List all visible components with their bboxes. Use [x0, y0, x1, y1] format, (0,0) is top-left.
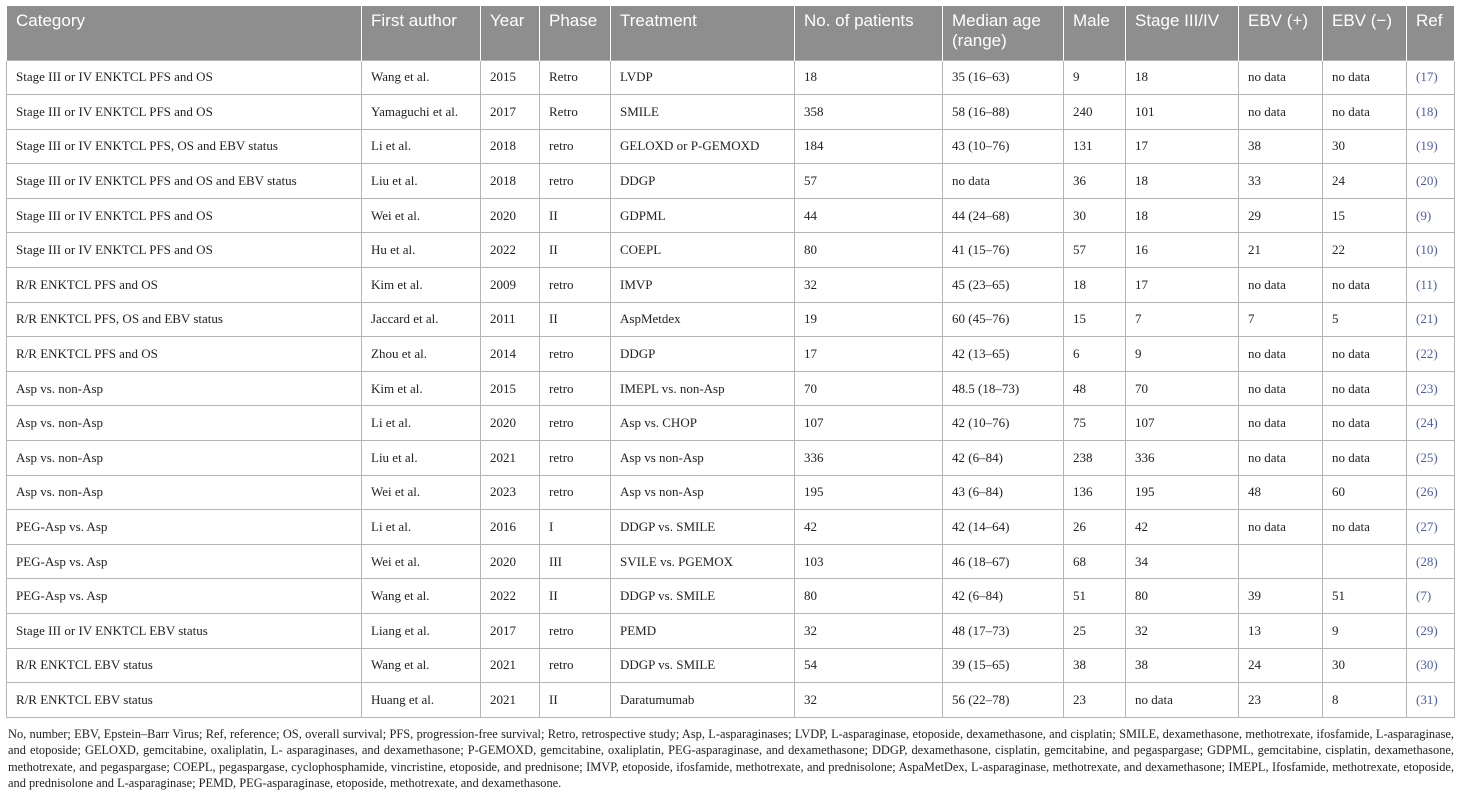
cell-stage: 195	[1126, 475, 1239, 510]
cell-patients: 18	[795, 60, 943, 95]
cell-stage: no data	[1126, 683, 1239, 718]
cell-stage: 17	[1126, 129, 1239, 164]
cell-patients: 80	[795, 579, 943, 614]
header-category: Category	[7, 6, 362, 60]
cell-phase: retro	[540, 614, 611, 649]
cell-patients: 42	[795, 510, 943, 545]
cell-category: Asp vs. non-Asp	[7, 406, 362, 441]
cell-treatment: PEMD	[611, 614, 795, 649]
cell-year: 2021	[481, 648, 540, 683]
cell-year: 2018	[481, 129, 540, 164]
cell-ebv-negative: no data	[1323, 510, 1407, 545]
cell-ebv-negative: 60	[1323, 475, 1407, 510]
cell-phase: retro	[540, 337, 611, 372]
cell-category: R/R ENKTCL PFS and OS	[7, 337, 362, 372]
cell-treatment: COEPL	[611, 233, 795, 268]
cell-male: 18	[1064, 268, 1126, 303]
cell-ebv-negative	[1323, 544, 1407, 579]
cell-category: R/R ENKTCL EBV status	[7, 648, 362, 683]
cell-ebv-negative: 30	[1323, 648, 1407, 683]
cell-ebv-negative: no data	[1323, 337, 1407, 372]
cell-first-author: Li et al.	[362, 129, 481, 164]
cell-first-author: Yamaguchi et al.	[362, 95, 481, 130]
cell-male: 23	[1064, 683, 1126, 718]
cell-category: R/R ENKTCL EBV status	[7, 683, 362, 718]
cell-ebv-positive: 13	[1239, 614, 1323, 649]
cell-ebv-negative: 5	[1323, 302, 1407, 337]
table-row	[7, 268, 1455, 303]
cell-ref[interactable]: (26)	[1407, 475, 1455, 510]
cell-median-age: 35 (16–63)	[943, 60, 1064, 95]
header-median-age: Median age (range)	[943, 6, 1064, 60]
cell-ref[interactable]: (7)	[1407, 579, 1455, 614]
cell-first-author: Kim et al.	[362, 268, 481, 303]
cell-treatment: GDPML	[611, 198, 795, 233]
cell-year: 2022	[481, 233, 540, 268]
cell-ebv-positive: no data	[1239, 406, 1323, 441]
cell-ebv-positive: no data	[1239, 60, 1323, 95]
cell-stage: 336	[1126, 441, 1239, 476]
cell-stage: 18	[1126, 60, 1239, 95]
cell-ref[interactable]: (28)	[1407, 544, 1455, 579]
cell-ref[interactable]: (27)	[1407, 510, 1455, 545]
cell-patients: 44	[795, 198, 943, 233]
cell-median-age: 46 (18–67)	[943, 544, 1064, 579]
cell-first-author: Huang et al.	[362, 683, 481, 718]
cell-median-age: 42 (6–84)	[943, 579, 1064, 614]
cell-category: Stage III or IV ENKTCL EBV status	[7, 614, 362, 649]
table-row	[7, 198, 1455, 233]
header-male: Male	[1064, 6, 1126, 60]
cell-ebv-negative: 9	[1323, 614, 1407, 649]
cell-phase: retro	[540, 475, 611, 510]
header-ref: Ref	[1407, 6, 1455, 60]
cell-category: Asp vs. non-Asp	[7, 475, 362, 510]
cell-ref[interactable]: (18)	[1407, 95, 1455, 130]
cell-ref[interactable]: (10)	[1407, 233, 1455, 268]
cell-median-age: 48 (17–73)	[943, 614, 1064, 649]
cell-median-age: 42 (6–84)	[943, 441, 1064, 476]
cell-treatment: SVILE vs. PGEMOX	[611, 544, 795, 579]
cell-category: Asp vs. non-Asp	[7, 371, 362, 406]
cell-patients: 70	[795, 371, 943, 406]
table-row	[7, 648, 1455, 683]
document-page	[6, 6, 1454, 792]
cell-phase: retro	[540, 406, 611, 441]
cell-treatment: Daratumumab	[611, 683, 795, 718]
cell-ref[interactable]: (20)	[1407, 164, 1455, 199]
cell-phase: II	[540, 683, 611, 718]
cell-male: 57	[1064, 233, 1126, 268]
cell-first-author: Jaccard et al.	[362, 302, 481, 337]
cell-year: 2023	[481, 475, 540, 510]
cell-category: Asp vs. non-Asp	[7, 441, 362, 476]
cell-stage: 16	[1126, 233, 1239, 268]
cell-stage: 17	[1126, 268, 1239, 303]
cell-first-author: Li et al.	[362, 510, 481, 545]
cell-ebv-positive: 21	[1239, 233, 1323, 268]
cell-first-author: Kim et al.	[362, 371, 481, 406]
cell-patients: 195	[795, 475, 943, 510]
cell-ebv-negative: 51	[1323, 579, 1407, 614]
cell-ref[interactable]: (30)	[1407, 648, 1455, 683]
cell-stage: 18	[1126, 164, 1239, 199]
cell-year: 2017	[481, 95, 540, 130]
cell-first-author: Li et al.	[362, 406, 481, 441]
header-stage: Stage III/IV	[1126, 6, 1239, 60]
cell-male: 131	[1064, 129, 1126, 164]
cell-ebv-negative: 8	[1323, 683, 1407, 718]
cell-category: PEG-Asp vs. Asp	[7, 579, 362, 614]
cell-phase: II	[540, 302, 611, 337]
cell-stage: 38	[1126, 648, 1239, 683]
cell-male: 136	[1064, 475, 1126, 510]
cell-phase: III	[540, 544, 611, 579]
cell-stage: 34	[1126, 544, 1239, 579]
header-ebv-negative: EBV (−)	[1323, 6, 1407, 60]
cell-male: 38	[1064, 648, 1126, 683]
cell-ebv-positive: no data	[1239, 95, 1323, 130]
cell-category: PEG-Asp vs. Asp	[7, 544, 362, 579]
cell-treatment: DDGP vs. SMILE	[611, 648, 795, 683]
cell-ref[interactable]: (21)	[1407, 302, 1455, 337]
table-row	[7, 406, 1455, 441]
cell-ebv-positive: no data	[1239, 371, 1323, 406]
cell-ref[interactable]: (23)	[1407, 371, 1455, 406]
cell-year: 2016	[481, 510, 540, 545]
cell-patients: 107	[795, 406, 943, 441]
cell-category: Stage III or IV ENKTCL PFS and OS	[7, 233, 362, 268]
cell-treatment: IMVP	[611, 268, 795, 303]
cell-treatment: LVDP	[611, 60, 795, 95]
cell-median-age: 41 (15–76)	[943, 233, 1064, 268]
cell-ebv-negative: no data	[1323, 60, 1407, 95]
cell-median-age: 44 (24–68)	[943, 198, 1064, 233]
cell-patients: 184	[795, 129, 943, 164]
cell-ref[interactable]: (22)	[1407, 337, 1455, 372]
cell-ebv-negative: no data	[1323, 406, 1407, 441]
cell-stage: 101	[1126, 95, 1239, 130]
cell-patients: 32	[795, 614, 943, 649]
cell-year: 2020	[481, 198, 540, 233]
header-year: Year	[481, 6, 540, 60]
cell-first-author: Wei et al.	[362, 544, 481, 579]
cell-ebv-negative: 22	[1323, 233, 1407, 268]
cell-first-author: Wang et al.	[362, 648, 481, 683]
cell-phase: Retro	[540, 95, 611, 130]
cell-ebv-negative: 24	[1323, 164, 1407, 199]
cell-ref[interactable]: (31)	[1407, 683, 1455, 718]
cell-year: 2020	[481, 406, 540, 441]
cell-patients: 336	[795, 441, 943, 476]
cell-first-author: Hu et al.	[362, 233, 481, 268]
cell-ebv-negative: 15	[1323, 198, 1407, 233]
cell-male: 240	[1064, 95, 1126, 130]
cell-treatment: Asp vs. CHOP	[611, 406, 795, 441]
cell-ebv-positive	[1239, 544, 1323, 579]
cell-ref[interactable]: (19)	[1407, 129, 1455, 164]
cell-treatment: Asp vs non-Asp	[611, 441, 795, 476]
table-row	[7, 371, 1455, 406]
cell-median-age: 58 (16–88)	[943, 95, 1064, 130]
cell-treatment: DDGP vs. SMILE	[611, 510, 795, 545]
cell-stage: 18	[1126, 198, 1239, 233]
cell-patients: 32	[795, 683, 943, 718]
cell-median-age: no data	[943, 164, 1064, 199]
cell-stage: 7	[1126, 302, 1239, 337]
cell-ebv-positive: 7	[1239, 302, 1323, 337]
cell-category: PEG-Asp vs. Asp	[7, 510, 362, 545]
cell-median-age: 48.5 (18–73)	[943, 371, 1064, 406]
cell-year: 2009	[481, 268, 540, 303]
cell-year: 2014	[481, 337, 540, 372]
cell-male: 15	[1064, 302, 1126, 337]
cell-patients: 54	[795, 648, 943, 683]
cell-phase: I	[540, 510, 611, 545]
table-row	[7, 233, 1455, 268]
cell-ebv-positive: 39	[1239, 579, 1323, 614]
cell-phase: retro	[540, 268, 611, 303]
cell-stage: 107	[1126, 406, 1239, 441]
cell-median-age: 60 (45–76)	[943, 302, 1064, 337]
cell-ebv-positive: 38	[1239, 129, 1323, 164]
cell-first-author: Liang et al.	[362, 614, 481, 649]
cell-first-author: Liu et al.	[362, 441, 481, 476]
cell-ebv-positive: 23	[1239, 683, 1323, 718]
header-ebv-positive: EBV (+)	[1239, 6, 1323, 60]
cell-ebv-positive: no data	[1239, 510, 1323, 545]
cell-year: 2017	[481, 614, 540, 649]
cell-category: Stage III or IV ENKTCL PFS and OS	[7, 95, 362, 130]
cell-median-age: 42 (13–65)	[943, 337, 1064, 372]
cell-year: 2018	[481, 164, 540, 199]
cell-phase: II	[540, 233, 611, 268]
cell-median-age: 45 (23–65)	[943, 268, 1064, 303]
cell-male: 25	[1064, 614, 1126, 649]
cell-treatment: Asp vs non-Asp	[611, 475, 795, 510]
cell-year: 2015	[481, 60, 540, 95]
cell-ref[interactable]: (25)	[1407, 441, 1455, 476]
table-row	[7, 129, 1455, 164]
header-treatment: Treatment	[611, 6, 795, 60]
header-first-author: First author	[362, 6, 481, 60]
cell-ebv-positive: 29	[1239, 198, 1323, 233]
cell-median-age: 43 (10–76)	[943, 129, 1064, 164]
studies-table	[6, 6, 1455, 718]
cell-ref[interactable]: (9)	[1407, 198, 1455, 233]
cell-year: 2021	[481, 683, 540, 718]
cell-patients: 32	[795, 268, 943, 303]
cell-male: 36	[1064, 164, 1126, 199]
cell-phase: retro	[540, 164, 611, 199]
cell-male: 26	[1064, 510, 1126, 545]
cell-male: 9	[1064, 60, 1126, 95]
cell-phase: II	[540, 579, 611, 614]
cell-median-age: 42 (10–76)	[943, 406, 1064, 441]
cell-ebv-negative: no data	[1323, 441, 1407, 476]
cell-ref[interactable]: (24)	[1407, 406, 1455, 441]
cell-year: 2011	[481, 302, 540, 337]
cell-year: 2020	[481, 544, 540, 579]
cell-treatment: DDGP vs. SMILE	[611, 579, 795, 614]
table-row	[7, 441, 1455, 476]
cell-phase: Retro	[540, 60, 611, 95]
cell-ebv-positive: no data	[1239, 337, 1323, 372]
cell-male: 6	[1064, 337, 1126, 372]
table-row	[7, 510, 1455, 545]
cell-treatment: DDGP	[611, 337, 795, 372]
cell-ebv-negative: no data	[1323, 95, 1407, 130]
header-no-of-patients: No. of patients	[795, 6, 943, 60]
cell-treatment: AspMetdex	[611, 302, 795, 337]
cell-stage: 9	[1126, 337, 1239, 372]
header-phase: Phase	[540, 6, 611, 60]
cell-ebv-positive: 48	[1239, 475, 1323, 510]
cell-ebv-positive: 33	[1239, 164, 1323, 199]
cell-male: 51	[1064, 579, 1126, 614]
table-row	[7, 579, 1455, 614]
cell-patients: 17	[795, 337, 943, 372]
table-row	[7, 164, 1455, 199]
table-row	[7, 95, 1455, 130]
cell-median-age: 43 (6–84)	[943, 475, 1064, 510]
cell-first-author: Zhou et al.	[362, 337, 481, 372]
cell-ebv-negative: no data	[1323, 371, 1407, 406]
cell-male: 30	[1064, 198, 1126, 233]
table-row	[7, 60, 1455, 95]
cell-phase: II	[540, 198, 611, 233]
table-row	[7, 683, 1455, 718]
cell-ref[interactable]: (11)	[1407, 268, 1455, 303]
cell-ref[interactable]: (17)	[1407, 60, 1455, 95]
cell-ref[interactable]: (29)	[1407, 614, 1455, 649]
cell-ebv-negative: no data	[1323, 268, 1407, 303]
cell-treatment: DDGP	[611, 164, 795, 199]
cell-first-author: Wei et al.	[362, 475, 481, 510]
cell-treatment: SMILE	[611, 95, 795, 130]
cell-year: 2021	[481, 441, 540, 476]
cell-first-author: Liu et al.	[362, 164, 481, 199]
table-row	[7, 337, 1455, 372]
cell-patients: 80	[795, 233, 943, 268]
cell-first-author: Wang et al.	[362, 60, 481, 95]
cell-year: 2022	[481, 579, 540, 614]
cell-category: R/R ENKTCL PFS, OS and EBV status	[7, 302, 362, 337]
cell-median-age: 56 (22–78)	[943, 683, 1064, 718]
cell-category: Stage III or IV ENKTCL PFS and OS	[7, 198, 362, 233]
cell-phase: retro	[540, 648, 611, 683]
cell-ebv-negative: 30	[1323, 129, 1407, 164]
cell-male: 48	[1064, 371, 1126, 406]
cell-stage: 42	[1126, 510, 1239, 545]
table-row	[7, 302, 1455, 337]
cell-treatment: GELOXD or P-GEMOXD	[611, 129, 795, 164]
cell-category: Stage III or IV ENKTCL PFS and OS and EBV status	[7, 164, 362, 199]
cell-male: 238	[1064, 441, 1126, 476]
cell-phase: retro	[540, 441, 611, 476]
cell-category: R/R ENKTCL PFS and OS	[7, 268, 362, 303]
table-row	[7, 614, 1455, 649]
table-row	[7, 544, 1455, 579]
cell-patients: 19	[795, 302, 943, 337]
cell-year: 2015	[481, 371, 540, 406]
cell-category: Stage III or IV ENKTCL PFS, OS and EBV status	[7, 129, 362, 164]
cell-stage: 70	[1126, 371, 1239, 406]
table-footnote: No, number; EBV, Epstein–Barr Virus; Ref, reference; OS, overall survival; PFS, progression-free survival; Retro, retrospective study; Asp, L-asparaginases; LVDP, L-asparaginase, etoposide, dexamethasone, and cisplatin; SMILE, dexamethasone, methotrexate, ifosfamide, L-asparaginase, and etoposide; GELOXD, gemcitabine, oxaliplatin, L- asparaginases, and dexamethasone; P-GEMOXD, gemcitabine, oxaliplatin, PEG-asparaginase, and dexamethasone; DDGP, dexamethasone, cisplatin, gemcitabine, and pegaspargase; GDPML, gemcitabine, cisplatin, dexamethasone, methotrexate, and pegaspargase; COEPL, pegaspargase, cyclophosphamide, vincristine, etoposide, and prednisone; IMVP, etoposide, ifosfamide, methotrexate, and prednisolone; AspaMetDex, L-asparaginase, methotrexate, and dexamethasone; IMEPL, Ifosfamide, methotrexate, etoposide, and prednisolone and L-asparaginase; PEMD, PEG-asparaginase, etoposide, methotrexate, and dexamethasone.	[8, 726, 1454, 791]
cell-first-author: Wei et al.	[362, 198, 481, 233]
cell-male: 68	[1064, 544, 1126, 579]
cell-stage: 32	[1126, 614, 1239, 649]
cell-stage: 80	[1126, 579, 1239, 614]
table-header-row	[7, 6, 1455, 60]
cell-median-age: 42 (14–64)	[943, 510, 1064, 545]
cell-median-age: 39 (15–65)	[943, 648, 1064, 683]
cell-patients: 57	[795, 164, 943, 199]
cell-treatment: IMEPL vs. non-Asp	[611, 371, 795, 406]
cell-ebv-positive: no data	[1239, 441, 1323, 476]
cell-ebv-positive: 24	[1239, 648, 1323, 683]
cell-phase: retro	[540, 371, 611, 406]
cell-patients: 103	[795, 544, 943, 579]
cell-first-author: Wang et al.	[362, 579, 481, 614]
cell-ebv-positive: no data	[1239, 268, 1323, 303]
cell-male: 75	[1064, 406, 1126, 441]
cell-category: Stage III or IV ENKTCL PFS and OS	[7, 60, 362, 95]
table-row	[7, 475, 1455, 510]
cell-phase: retro	[540, 129, 611, 164]
cell-patients: 358	[795, 95, 943, 130]
table-body	[7, 60, 1455, 717]
